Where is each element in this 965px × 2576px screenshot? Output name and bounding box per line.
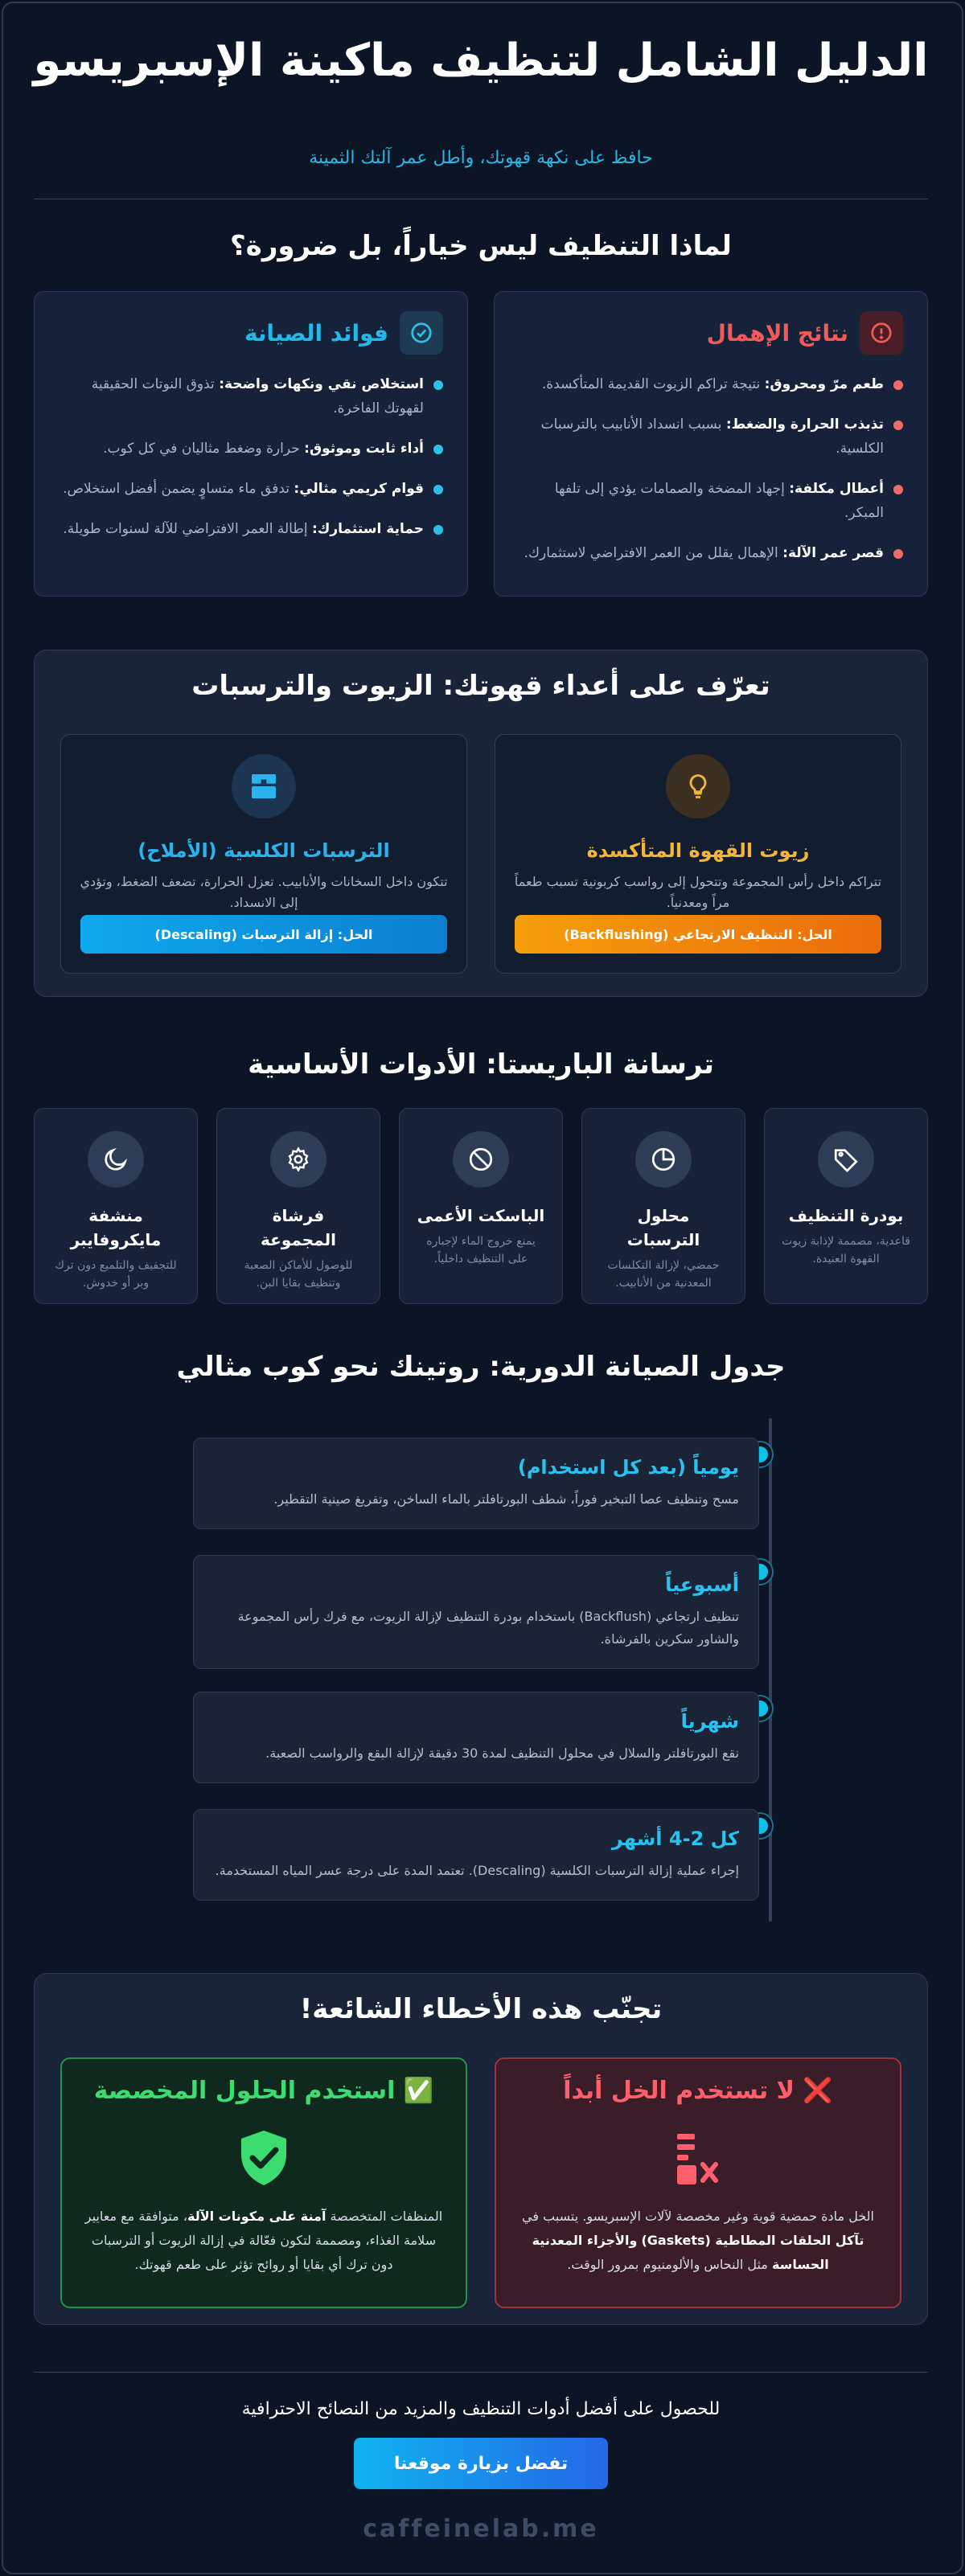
benefit-item: أداء ثابت وموثوق: حرارة وضغط مثاليان في كل كوب. [59,437,443,461]
tool-name: محلول الترسبات [626,1206,700,1249]
proper-solutions-text: المنظفات المتخصصة آمنة على مكونات الآلة، متوافقة مع معايير سلامة الغذاء، ومصممة لتكون فعّالة في إزالة الزيوت أو الترسبات دون ترك أي بقايا أو روائح تؤثر على طعم قهوتك. [84,2209,443,2272]
scale-solution-button[interactable]: الحل: إزالة الترسبات (Descaling) [80,915,447,954]
timeline-line [769,1418,772,1922]
scale-desc: تتكون داخل السخانات والأنابيب. تعزل الحرارة، تضعف الضغط، وتؤدي إلى الانسداد. [80,874,448,910]
tool-card-microfiber-towel [34,1108,198,1304]
schedule-item-desc: تنظيف ارتجاعي (Backflush) باستخدام بودرة التنظيف لإزالة الزيوت، مع فرك رأس المجموعة والشاور سكرين بالفرشاة. [237,1609,739,1647]
neglect-item: طعم مرّ ومحروق: نتيجة تراكم الزيوت القديمة المتأكسدة. [519,372,903,396]
page-frame [2,2,963,2574]
tool-desc: للوصول للأماكن الصعبة وتنظيف بقايا البن. [244,1259,353,1290]
schedule-item-desc: إجراء عملية إزالة الترسبات الكلسية (Descaling). تعتمد المدة على درجة عسر المياه المستخدمة. [215,1863,739,1878]
schedule-item-desc: مسح وتنظيف عصا التبخير فوراً، شطف البورتافلتر بالماء الساخن، وتفريغ صينية التقطير. [273,1491,739,1507]
benefit-item: حماية استثمارك: إطالة العمر الافتراضي للآلة لسنوات طويلة. [59,517,443,541]
oil-desc: تتراكم داخل رأس المجموعة وتتحول إلى رواسب كربونية تسبب طعماً مراً ومعدنياً. [514,874,882,910]
gear-icon [270,1131,326,1188]
brand-name: caffeinelab.me [363,2515,599,2543]
tool-card-group-brush [216,1108,380,1304]
mistakes-section-title: تجنّب هذه الأخطاء الشائعة! [299,1993,663,2025]
proper-solutions-card [60,2057,467,2308]
footer-divider [34,2372,928,2373]
schedule-item-desc: نقع البورتافلتر والسلال في محلول التنظيف لمدة 30 دقيقة لإزالة البقع والرواسب الصعبة. [265,1745,739,1761]
pie-chart-icon [635,1131,692,1188]
vinegar-warning-card [495,2057,901,2308]
oil-title: زيوت القهوة المتأكسدة [586,839,810,862]
proper-solutions-title: ✅ استخدم الحلول المخصصة [93,2077,434,2105]
schedule-item-title: شهرياً [680,1710,739,1733]
scale-card [60,734,467,974]
tool-name: فرشاة المجموعة [261,1206,336,1249]
neglect-item: قصر عمر الآلة: الإهمال يقلل من العمر الافتراضي لاستثمارك. [519,541,903,565]
benefit-item: قوام كريمي مثالي: تدفق ماء متساوٍ يضمن أفضل استخلاص. [59,477,443,501]
lightbulb-icon [666,754,730,818]
neglect-title: نتائج الإهمال [706,319,848,347]
water-tap-icon [232,754,296,818]
benefits-title: فوائد الصيانة [244,319,388,347]
benefit-item: استخلاص نقي ونكهات واضحة: تذوق النوتات الحقيقية لقهوتك الفاخرة. [59,372,443,420]
page-subtitle: حافظ على نكهة قهوتك، وأطل عمر آلتك الثمينة [309,148,653,168]
page-title: الدليل الشامل لتنظيف ماكينة الإسبريسو [33,35,929,87]
mistakes-panel [34,1973,928,2325]
neglect-card [494,291,928,597]
tool-name: منشفة مايكروفايبر [70,1206,162,1249]
cta-text: للحصول على أفضل أدوات التنظيف والمزيد من النصائح الاحترافية [241,2399,721,2419]
tool-card-descaler [581,1108,745,1304]
oil-card [495,734,901,974]
tool-desc: حمضي، لإزالة التكلسات المعدنية من الأنابيب. [607,1259,720,1290]
visit-site-button[interactable]: تفضل بزيارة موقعنا [354,2438,608,2489]
page [2,3,962,2574]
bottle-x-icon [666,2126,730,2190]
tool-card-blind-basket [399,1108,563,1304]
check-circle-icon [400,311,443,355]
tool-desc: يمنع خروج الماء لإجباره على التنظيف داخلياً. [426,1235,536,1265]
why-section-title: لماذا التنظيف ليس خياراً، بل ضرورة؟ [230,230,732,262]
neglect-item: تذبذب الحرارة والضغط: بسبب انسداد الأنابيب بالترسبات الكلسية. [519,412,903,461]
schedule-item-quarterly [193,1809,759,1901]
enemies-panel [34,650,928,997]
enemies-section-title: تعرّف على أعداء قهوتك: الزيوت والترسبات [191,670,770,702]
oil-solution-button[interactable]: الحل: التنظيف الارتجاعي (Backflushing) [515,915,881,954]
tool-name: الباسكت الأعمى [417,1206,545,1225]
tool-desc: قاعدية، مصممة لإذابة زيوت القهوة العنيدة. [782,1235,910,1265]
tool-name: بودرة التنظيف [788,1206,904,1225]
benefits-card [34,291,468,597]
schedule-section-title: جدول الصيانة الدورية: روتينك نحو كوب مثالي [176,1351,786,1383]
vinegar-warning-title: ❌ لا تستخدم الخل أبداً [563,2077,833,2105]
schedule-item-title: أسبوعياً [665,1573,739,1596]
moon-icon [88,1131,144,1188]
tools-section-title: ترسانة الباريستا: الأدوات الأساسية [248,1048,714,1081]
alert-icon [860,311,903,355]
tool-desc: للتجفيف والتلميع دون ترك وبر أو خدوش. [55,1259,177,1290]
tag-icon [818,1131,874,1188]
scale-title: الترسبات الكلسية (الأملاح) [138,839,390,862]
vinegar-warning-text: الخل مادة حمضية قوية وغير مخصصة لآلات الإسبريسو. يتسبب في تآكل الحلقات المطاطية (Gaskets) والأجزاء المعدنية الحساسة مثل النحاس والألومنيوم بمرور الوقت. [522,2209,874,2272]
tool-card-cleaning-powder [764,1108,928,1304]
ban-icon [453,1131,509,1188]
schedule-item-monthly [193,1692,759,1783]
shield-check-icon [232,2126,296,2190]
schedule-item-title: كل 2-4 أشهر [611,1827,739,1850]
neglect-item: أعطال مكلفة: إجهاد المضخة والصمامات يؤدي إلى تلفها المبكر. [519,477,903,525]
schedule-item-daily [193,1438,759,1529]
schedule-item-title: يومياً (بعد كل استخدام) [517,1456,739,1479]
schedule-item-weekly [193,1555,759,1669]
